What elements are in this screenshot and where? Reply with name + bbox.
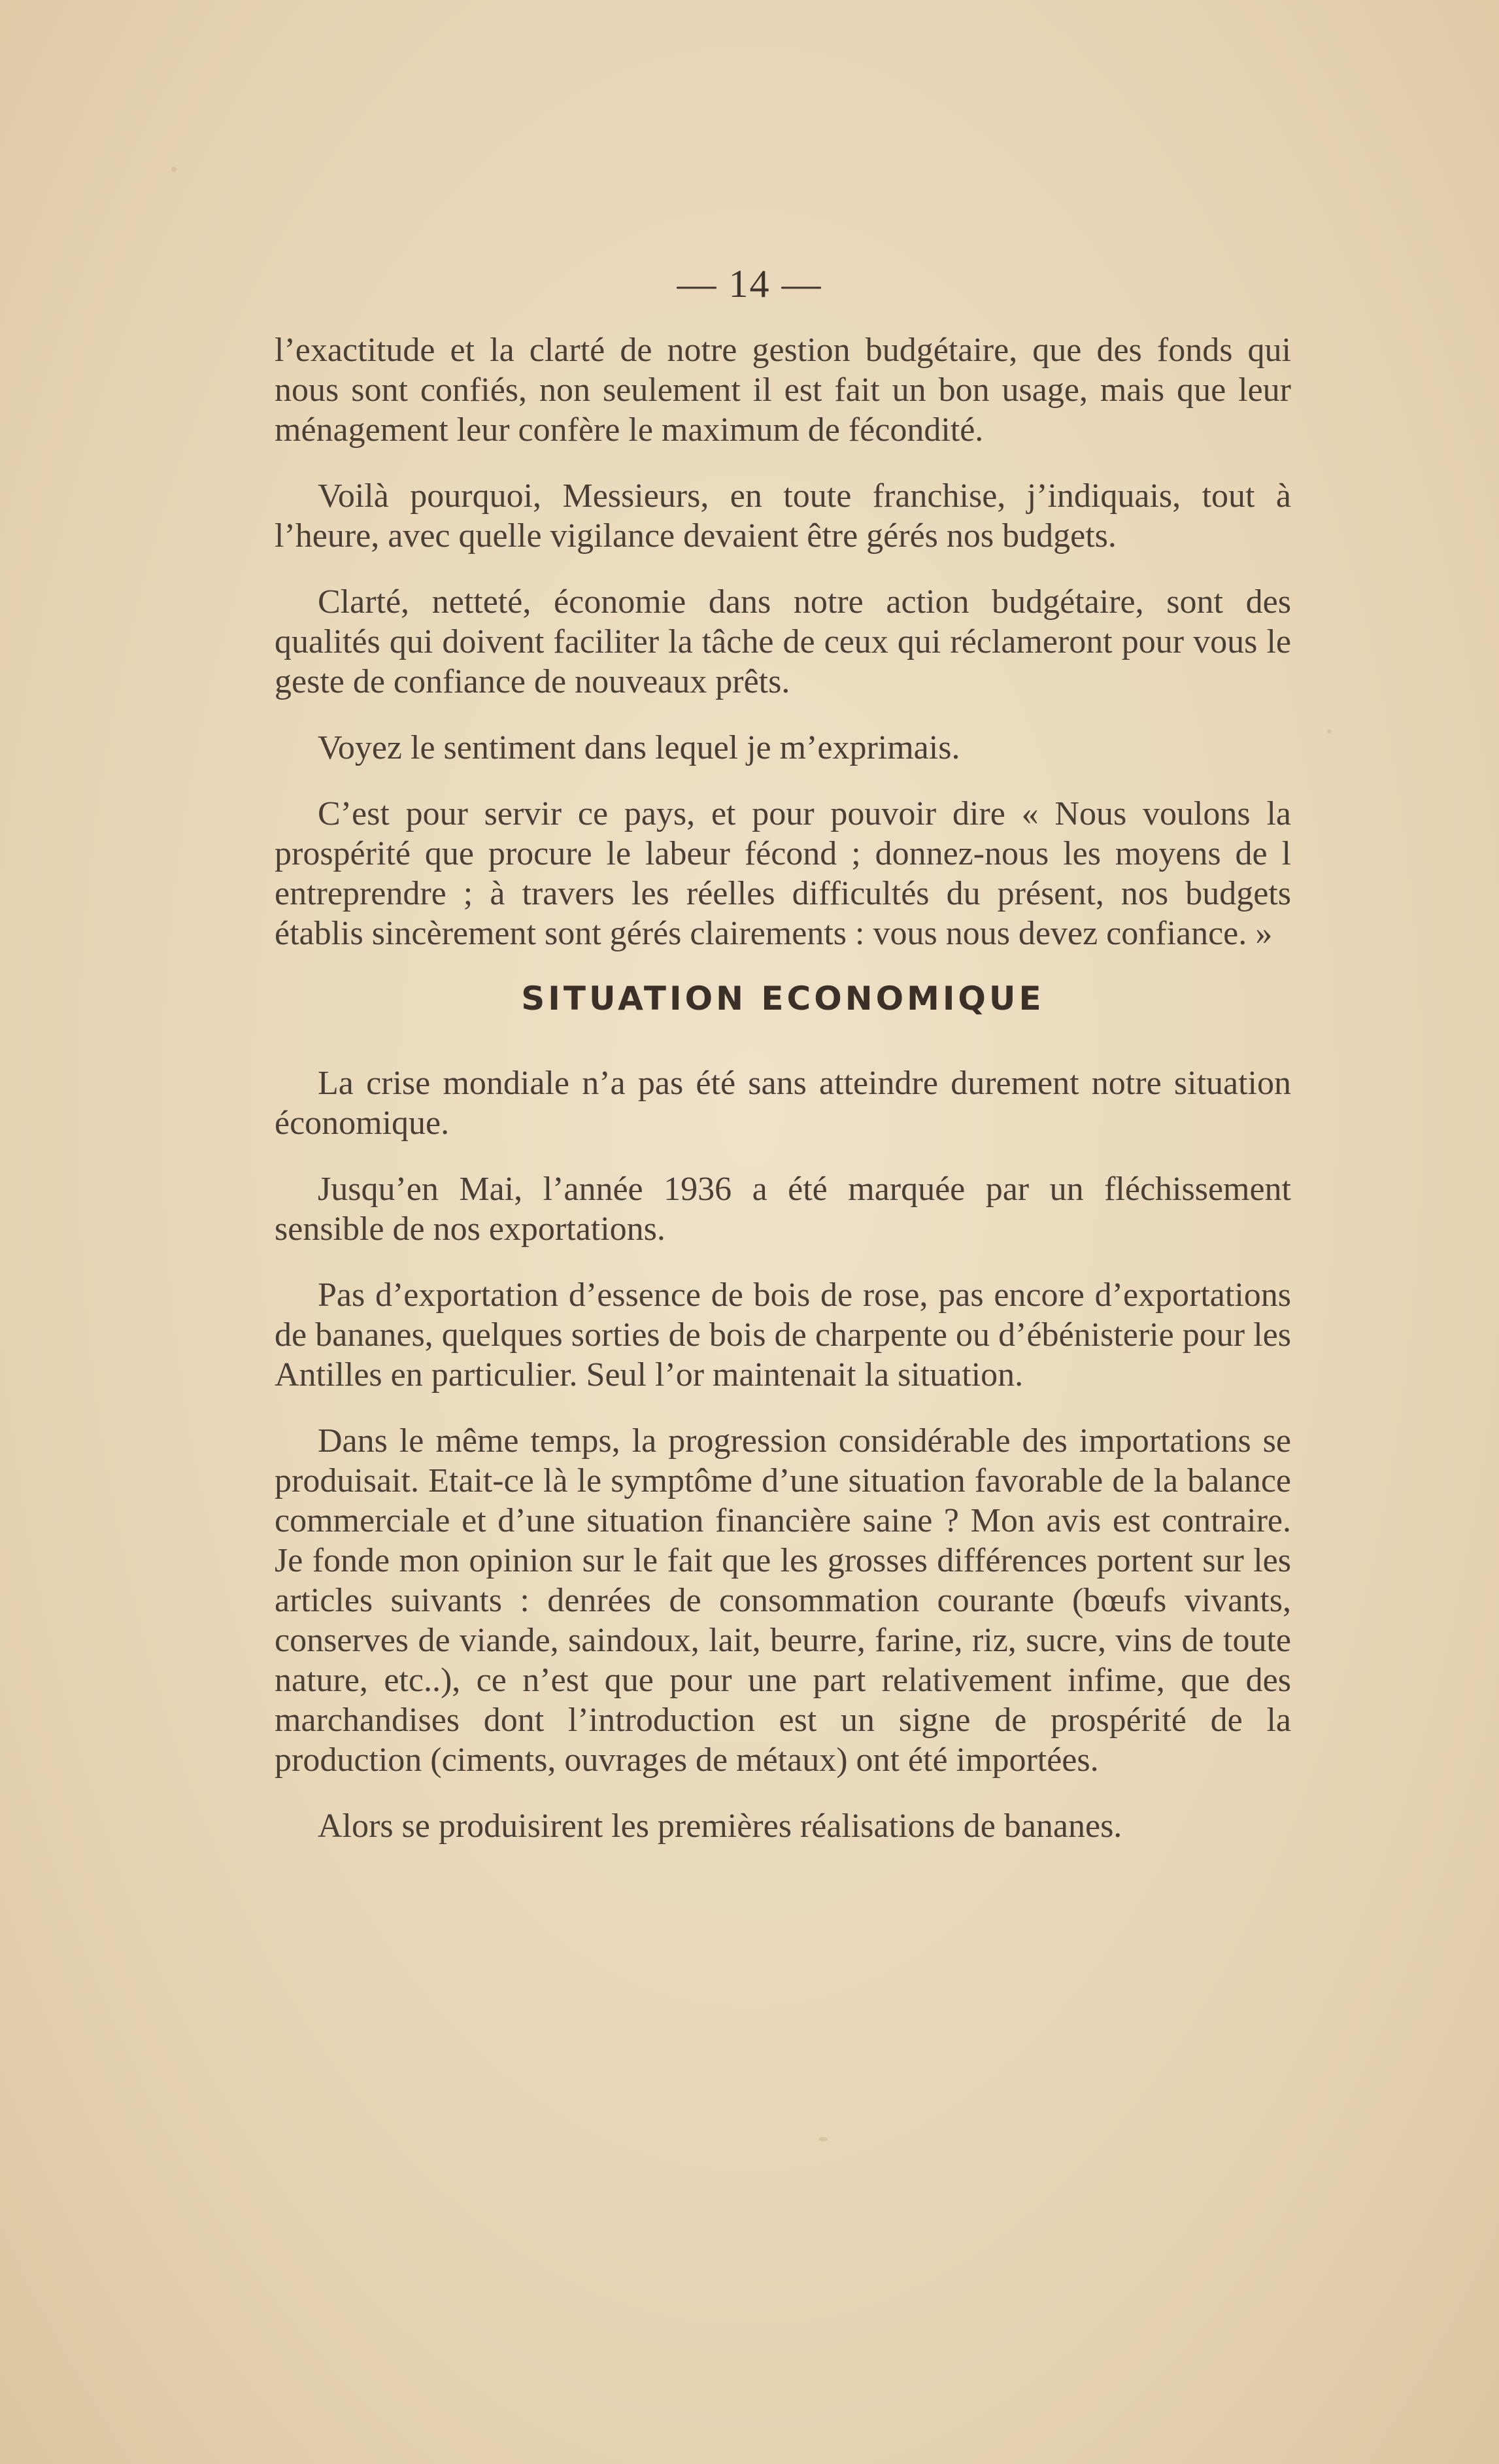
paragraph: Clarté, netteté, économie dans notre action budgétaire, sont des qualités qui doivent faciliter la tâche de ceux qui réclameront pour vous le geste de confiance de nouveaux prêts. xyxy=(275,583,1291,700)
paragraph: Alors se produisirent les premières réalisations de bananes. xyxy=(318,1807,1122,1845)
paper-stain xyxy=(1327,729,1332,734)
paragraph: Dans le même temps, la progression considérable des importations se produisait. Etait-ce là le symptôme d’une situation favorable de la balance commerciale et d’une situation financière saine ? Mon avis est contraire. Je fonde mon opinion sur le fait que les grosses différences portent sur les articles suivants : denrées de consommation courante (bœufs vivants, conserves de viande, saindoux, lait, beurre, farine, riz, sucre, vins de toute nature, etc..), ce n’est que pour une part relativement infime, que des marchandises dont l’introduction est un signe de prospérité de la production (ciments, ouvrages de métaux) ont été importées. xyxy=(275,1422,1291,1779)
paragraph: La crise mondiale n’a pas été sans atteindre durement notre situation économique. xyxy=(275,1065,1291,1142)
paragraph: Pas d’exportation d’essence de bois de rose, pas encore d’exportations de bananes, quelques sorties de bois de charpente ou d’ébénisterie pour les Antilles en particulier. Seul l’or maintenait la situation. xyxy=(275,1276,1291,1394)
paragraph: Jusqu’en Mai, l’année 1936 a été marquée par un fléchissement sensible de nos exportations. xyxy=(275,1171,1291,1248)
paragraph: Voyez le sentiment dans lequel je m’exprimais. xyxy=(318,729,960,766)
paragraph: C’est pour servir ce pays, et pour pouvoir dire « Nous voulons la prospérité que procure le labeur fécond ; donnez-nous les moyens de l entreprendre ; à travers les réelles difficultés du présent, nos budgets établis sincèrement sont gérés clairements : vous nous devez confiance. » xyxy=(275,795,1291,952)
paper-stain xyxy=(818,2137,828,2142)
paper-stain xyxy=(171,167,177,172)
page-body xyxy=(275,330,1291,1872)
paragraph: l’exactitude et la clarté de notre gestion budgétaire, que des fonds qui nous sont confiés, non seulement il est fait un bon usage, mais que leur ménagement leur confère le maximum de fécondité. xyxy=(275,332,1291,449)
paragraph: Voilà pourquoi, Messieurs, en toute franchise, j’indiquais, tout à l’heure, avec quelle vigilance devaient être gérés nos budgets. xyxy=(275,477,1291,555)
section-heading: SITUATION ECONOMIQUE xyxy=(521,980,1045,1018)
page-number: — 14 — xyxy=(677,262,822,305)
